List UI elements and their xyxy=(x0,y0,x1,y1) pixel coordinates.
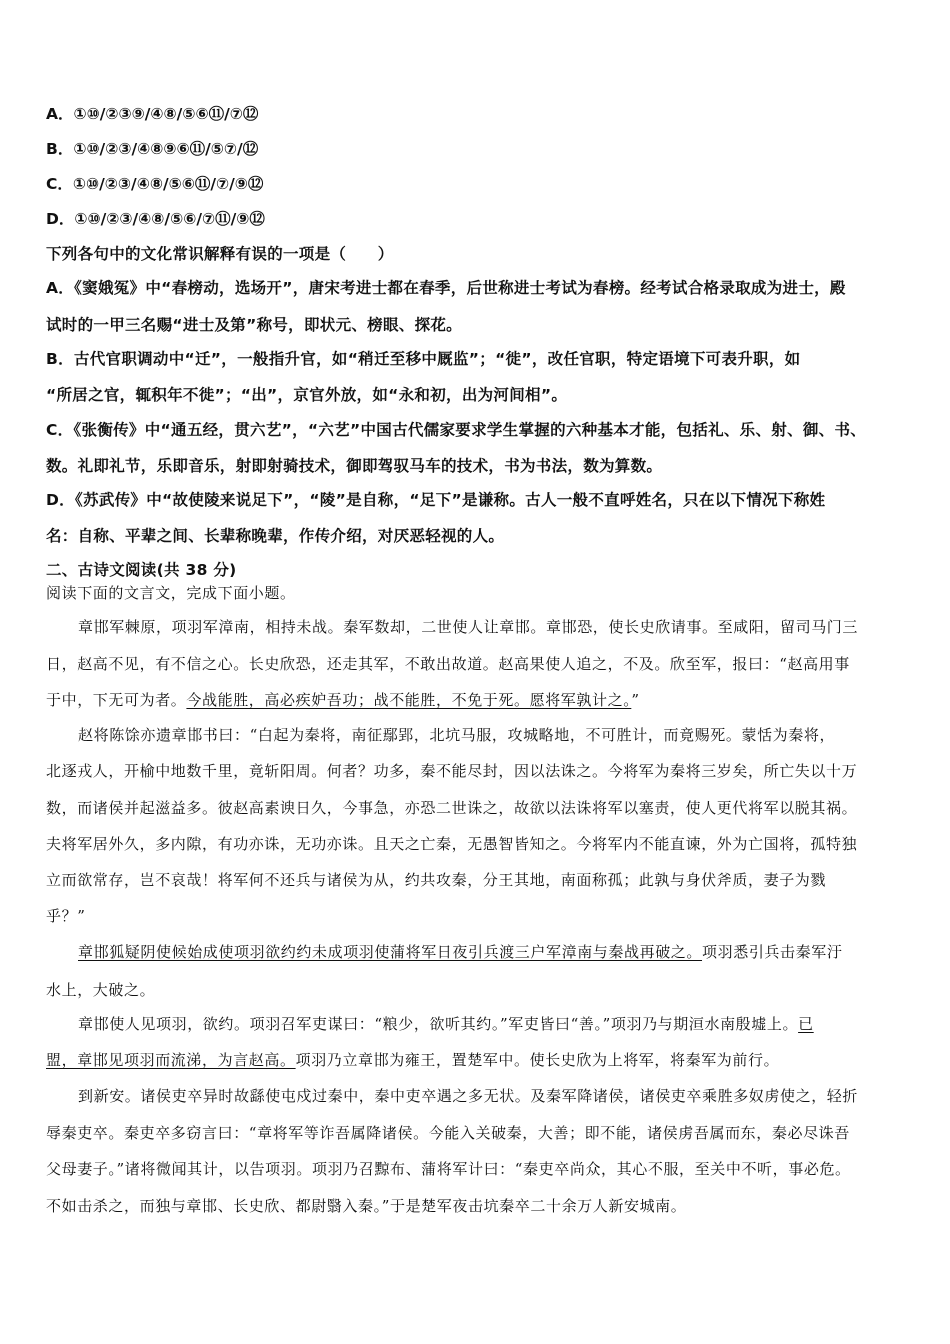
passage-p5-line3: 父母妻子。”诸将微闻其计，以告项羽。项羽乃召黥布、蒲将军计曰：“秦吏卒尚众，其心不服，至关中不听，事必危。 xyxy=(46,1160,851,1178)
passage-p2-line2: 北逐戎人，开榆中地数千里，竟斩阳周。何者？功多，秦不能尽封，因以法诛之。今将军为秦将三岁矣，所亡失以十万 xyxy=(46,762,858,780)
passage-p1-line3 xyxy=(46,689,916,710)
section-instruction: 阅读下面的文言文，完成下面小题。 xyxy=(46,584,296,602)
option-c: C．①⑩/②③/④⑧/⑤⑥⑪/⑦/⑨⑫ xyxy=(46,175,264,193)
section-heading: 二、古诗文阅读(共 38 分) xyxy=(46,561,237,579)
q2-option-a-line1: A．《窦娥冤》中“春榜动，选场开”，唐宋考进士都在春季，后世称进士考试为春榜。经考试合格录取成为进士，殿 xyxy=(46,279,846,297)
question-stem: 下列各句中的文化常识解释有误的一项是（ ） xyxy=(46,245,394,263)
passage-p1-line2: 日，赵高不见，有不信之心。长史欣恐，还走其军，不敢出故道。赵高果使人追之，不及。欣至军，报曰：“赵高用事 xyxy=(46,655,850,673)
passage-text: 项羽乃立章邯为雍王，置楚军中。使长史欣为上将军，将秦军为前行。 xyxy=(295,1051,780,1069)
passage-p2-line3: 数，而诸侯并起滋益多。彼赵高素谀日久，今事急，亦恐二世诛之，故欲以法诛将军以塞责，使人更代将军以脱其祸。 xyxy=(46,799,858,817)
passage-p2-line1: 赵将陈馀亦遗章邯书曰：“白起为秦将，南征鄢郢，北坑马服，攻城略地，不可胜计，而竟赐死。蒙恬为秦将， xyxy=(78,726,836,744)
underlined-sentence-2-start: 已 xyxy=(798,1015,814,1033)
passage-p5-line1: 到新安。诸侯吏卒异时故繇使屯戍过秦中，秦中吏卒遇之多无状。及秦军降诸侯，诸侯吏卒乘胜多奴虏使之，轻折 xyxy=(78,1087,859,1105)
q2-option-a-line2: 试时的一甲三名赐“进士及第”称号，即状元、榜眼、探花。 xyxy=(46,316,462,334)
option-d: D．①⑩/②③/④⑧/⑤⑥/⑦⑪/⑨⑫ xyxy=(46,210,265,228)
q2-option-b-line2: “所居之官，辄积年不徙”；“出”，京官外放，如“永和初，出为河间相”。 xyxy=(46,386,568,404)
passage-text: 项羽悉引兵击秦军汙 xyxy=(702,943,843,961)
option-a: A．①⑩/②③⑨/④⑧/⑤⑥⑪/⑦⑫ xyxy=(46,105,259,123)
underlined-sentence-1: 今战能胜，高必疾妒吾功；战不能胜，不免于死。愿将军孰计之。 xyxy=(186,691,632,709)
passage-p2-line6: 乎？” xyxy=(46,907,86,925)
passage-p3-line2: 水上，大破之。 xyxy=(46,981,156,999)
underlined-sentence-2-end: 盟，章邯见项羽而流涕，为言赵高。 xyxy=(46,1051,296,1069)
passage-text: 于中，下无可为者。 xyxy=(46,691,187,709)
option-b: B．①⑩/②③/④⑧⑨⑥⑪/⑤⑦/⑫ xyxy=(46,140,259,158)
passage-p2-line5: 立而欲常存，岂不哀哉！将军何不还兵与诸侯为从，约共攻秦，分王其地，南面称孤；此孰与身伏斧质，妻子为戮 xyxy=(46,871,827,889)
q2-option-c-line2: 数。礼即礼节，乐即音乐，射即射骑技术，御即驾驭马车的技术，书为书法，数为算数。 xyxy=(46,457,663,475)
q2-option-b-line1: B．古代官职调动中“迁”，一般指升官，如“稍迁至移中厩监”；“徙”，改任官职，特定语境下可表升职，如 xyxy=(46,350,801,368)
underlined-unpunctuated-sentence: 章邯狐疑阴使候始成使项羽欲约约未成项羽使蒲将军日夜引兵渡三户军漳南与秦战再破之。 xyxy=(78,943,703,961)
passage-p1-line1: 章邯军棘原，项羽军漳南，相持未战。秦军数却，二世使人让章邯。章邯恐，使长史欣请事。至咸阳，留司马门三 xyxy=(78,618,859,636)
passage-p4-line1 xyxy=(78,1013,916,1034)
passage-p3-line1 xyxy=(78,941,916,962)
passage-p4-line2 xyxy=(46,1049,916,1070)
passage-p5-line4: 不如击杀之，而独与章邯、长史欣、都尉翳入秦。”于是楚军夜击坑秦卒二十余万人新安城南。 xyxy=(46,1197,687,1215)
q2-option-d-line1: D．《苏武传》中“故使陵来说足下”，“陵”是自称，“足下”是谦称。古人一般不直呼姓名，只在以下情况下称姓 xyxy=(46,491,826,509)
q2-option-d-line2: 名：自称、平辈之间、长辈称晚辈，作传介绍，对厌恶轻视的人。 xyxy=(46,527,505,545)
passage-text: 章邯使人见项羽，欲约。项羽召军吏谋曰：“粮少，欲听其约。”军吏皆曰“善。”项羽乃与期洹水南殷墟上。 xyxy=(78,1015,799,1033)
passage-p2-line4: 夫将军居外久，多内隙，有功亦诛，无功亦诛。且天之亡秦，无愚智皆知之。今将军内不能直谏，外为亡国将，孤特独 xyxy=(46,835,858,853)
q2-option-c-line1: C．《张衡传》中“通五经，贯六艺”，“六艺”中国古代儒家要求学生掌握的六种基本才能，包括礼、乐、射、御、书、 xyxy=(46,421,867,439)
passage-text: ” xyxy=(631,691,640,709)
passage-p5-line2: 辱秦吏卒。秦吏卒多窃言曰：“章将军等诈吾属降诸侯。今能入关破秦，大善；即不能，诸侯虏吾属而东，秦必尽诛吾 xyxy=(46,1124,850,1142)
